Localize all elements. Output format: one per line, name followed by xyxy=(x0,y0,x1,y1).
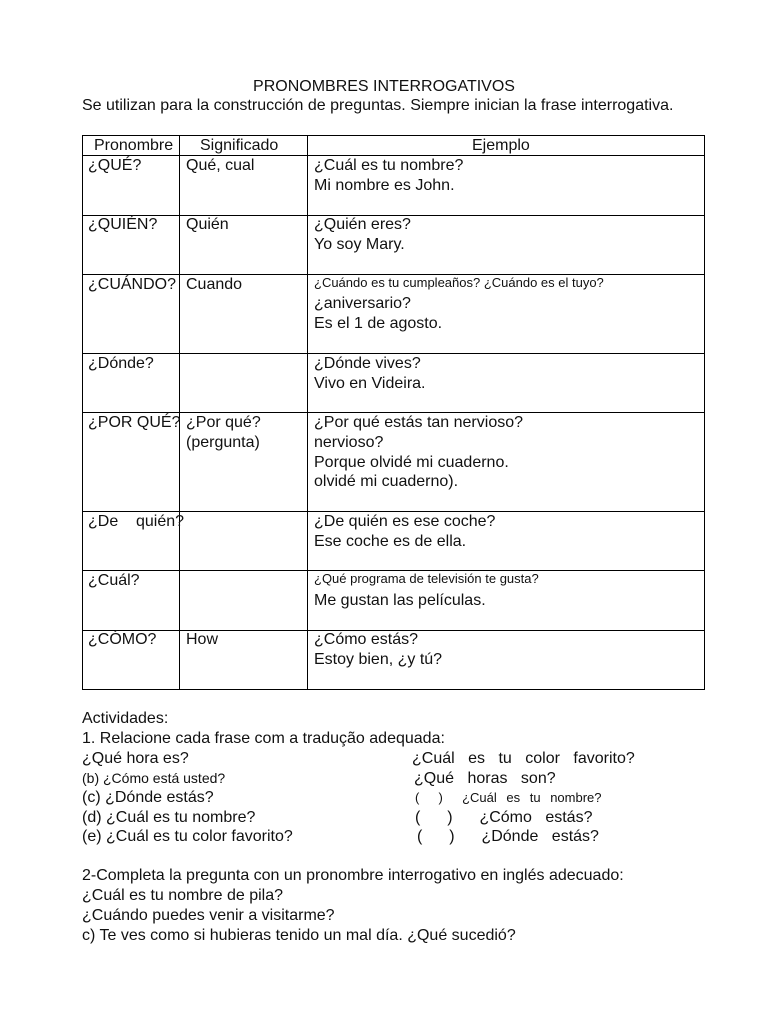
example-line: Vivo en Videira. xyxy=(314,375,426,392)
page-title: PRONOMBRES INTERROGATIVOS xyxy=(253,78,515,95)
intro-paragraph: Se utilizan para la construcción de preguntas. Siempre inician la frase interrogativa. xyxy=(82,97,674,114)
match-left-item: (c) ¿Dónde estás? xyxy=(82,789,214,806)
question-2: 2-Completa la pregunta con un pronombre interrogativo en inglés adecuado: xyxy=(82,867,624,884)
example-line: olvidé mi cuaderno). xyxy=(314,473,459,490)
match-left-item: ¿Qué hora es? xyxy=(82,750,189,767)
example-line: ¿Cuándo es tu cumpleaños? ¿Cuándo es el tuyo? xyxy=(314,275,604,290)
match-right-item: ¿Cuál es tu color favorito? xyxy=(412,750,635,767)
pronoun-cell: ¿De quién? xyxy=(88,513,185,530)
pronoun-cell: ¿CUÁNDO? xyxy=(88,276,177,293)
match-right-item: ( ) ¿Dónde estás? xyxy=(417,828,599,845)
header-significado: Significado xyxy=(200,137,279,154)
example-line: Es el 1 de agosto. xyxy=(314,315,443,332)
example-line: ¿De quién es ese coche? xyxy=(314,513,496,530)
match-left-item: (e) ¿Cuál es tu color favorito? xyxy=(82,828,293,845)
pronoun-cell: ¿POR QUÉ? xyxy=(88,414,181,431)
pronoun-cell: ¿CÓMO? xyxy=(88,631,157,648)
pronoun-cell: ¿Dónde? xyxy=(88,355,154,372)
example-line: nervioso? xyxy=(314,434,384,451)
question-2-item: c) Te ves como si hubieras tenido un mal día. ¿Qué sucedió? xyxy=(82,927,516,944)
pronoun-cell: ¿QUIÉN? xyxy=(88,216,158,233)
meaning-cell: Qué, cual xyxy=(186,157,255,174)
meaning-cell: How xyxy=(186,631,219,648)
match-right-item: ¿Qué horas son? xyxy=(414,770,556,787)
meaning-cell: ¿Por qué? xyxy=(186,414,261,431)
match-right-item: ( ) ¿Cuál es tu nombre? xyxy=(415,790,602,805)
example-line: ¿Cuál es tu nombre? xyxy=(314,157,464,174)
example-line: Yo soy Mary. xyxy=(314,236,405,253)
example-line: ¿Por qué estás tan nervioso? xyxy=(314,414,524,431)
header-ejemplo: Ejemplo xyxy=(472,137,530,154)
meaning-cell: Cuando xyxy=(186,276,243,293)
match-right-item: ( ) ¿Cómo estás? xyxy=(415,809,593,826)
example-line: ¿Qué programa de televisión te gusta? xyxy=(314,571,539,586)
example-line: ¿Cómo estás? xyxy=(314,631,419,648)
example-line: Porque olvidé mi cuaderno. xyxy=(314,454,509,471)
example-line: Me gustan las películas. xyxy=(314,592,486,609)
example-line: Estoy bien, ¿y tú? xyxy=(314,651,443,668)
match-left-item: (b) ¿Cómo está usted? xyxy=(82,770,226,786)
pronoun-cell: ¿Cuál? xyxy=(88,572,140,589)
pronouns-table xyxy=(82,135,705,690)
meaning-cell: (pergunta) xyxy=(186,434,260,451)
example-line: Mi nombre es John. xyxy=(314,177,455,194)
example-line: ¿Quién eres? xyxy=(314,216,411,233)
example-line: ¿Dónde vives? xyxy=(314,355,421,372)
activities-heading: Actividades: xyxy=(82,710,169,727)
example-line: Ese coche es de ella. xyxy=(314,533,467,550)
question-2-item: ¿Cuál es tu nombre de pila? xyxy=(82,887,283,904)
pronoun-cell: ¿QUÉ? xyxy=(88,157,142,174)
question-2-item: ¿Cuándo puedes venir a visitarme? xyxy=(82,907,335,924)
question-1: 1. Relacione cada frase com a tradução adequada: xyxy=(82,730,445,747)
example-line: ¿aniversario? xyxy=(314,295,411,312)
match-left-item: (d) ¿Cuál es tu nombre? xyxy=(82,809,256,826)
header-pronombre: Pronombre xyxy=(94,137,174,154)
meaning-cell: Quién xyxy=(186,216,229,233)
